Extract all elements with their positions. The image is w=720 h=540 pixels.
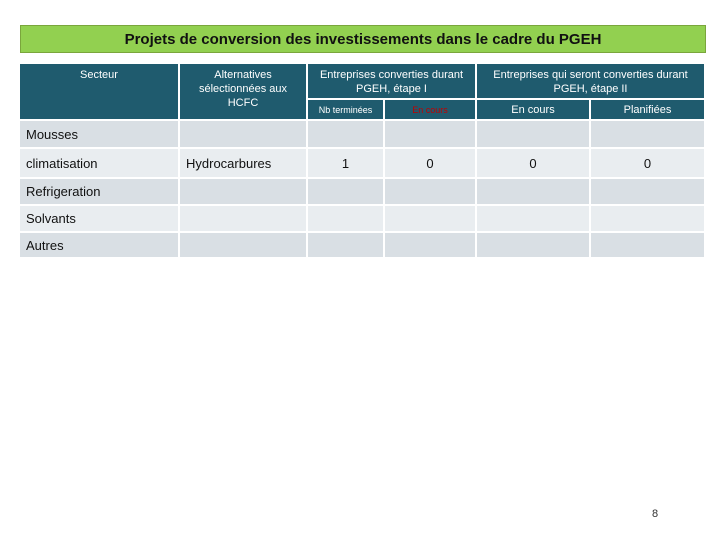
slide-title: Projets de conversion des investissements dans le cadre du PGEH [20,25,706,53]
row-autres-terminees [308,233,383,257]
row-autres-planifiees [591,233,704,257]
row-solvants-en-cours-2 [477,206,589,231]
row-mousses-secteur: Mousses [20,121,178,147]
row-autres-alternative [180,233,306,257]
row-refrigeration-en-cours-2 [477,179,589,204]
row-refrigeration-secteur: Refrigeration [20,179,178,204]
header-planifiees: Planifiées [591,100,704,119]
row-refrigeration-terminees [308,179,383,204]
row-solvants-terminees [308,206,383,231]
header-en-cours-etape2: En cours [477,100,589,119]
row-solvants-en-cours-1 [385,206,475,231]
page-number: 8 [652,508,659,520]
header-alternatives: Alternatives sélectionnées aux HCFC [180,64,306,119]
header-etape1: Entreprises converties durant PGEH, étape I [308,64,475,98]
row-refrigeration-alternative [180,179,306,204]
row-mousses-alternative [180,121,306,147]
row-solvants-secteur: Solvants [20,206,178,231]
row-climatisation-en-cours-2: 0 [477,149,589,177]
row-solvants-alternative [180,206,306,231]
row-mousses-planifiees [591,121,704,147]
row-climatisation-alternative: Hydrocarbures [180,149,306,177]
row-climatisation-terminees: 1 [308,149,383,177]
row-mousses-en-cours-2 [477,121,589,147]
header-secteur: Secteur [20,64,178,119]
row-refrigeration-en-cours-1 [385,179,475,204]
row-mousses-en-cours-1 [385,121,475,147]
row-autres-en-cours-1 [385,233,475,257]
header-etape2: Entreprises qui seront converties durant PGEH, étape II [477,64,704,98]
row-refrigeration-planifiees [591,179,704,204]
header-en-cours-etape1: En cours [385,100,475,119]
row-mousses-terminees [308,121,383,147]
row-autres-en-cours-2 [477,233,589,257]
row-solvants-planifiees [591,206,704,231]
row-climatisation-secteur: climatisation [20,149,178,177]
row-autres-secteur: Autres [20,233,178,257]
row-climatisation-planifiees: 0 [591,149,704,177]
row-climatisation-en-cours-1: 0 [385,149,475,177]
header-nb-terminees: Nb terminées [308,100,383,119]
